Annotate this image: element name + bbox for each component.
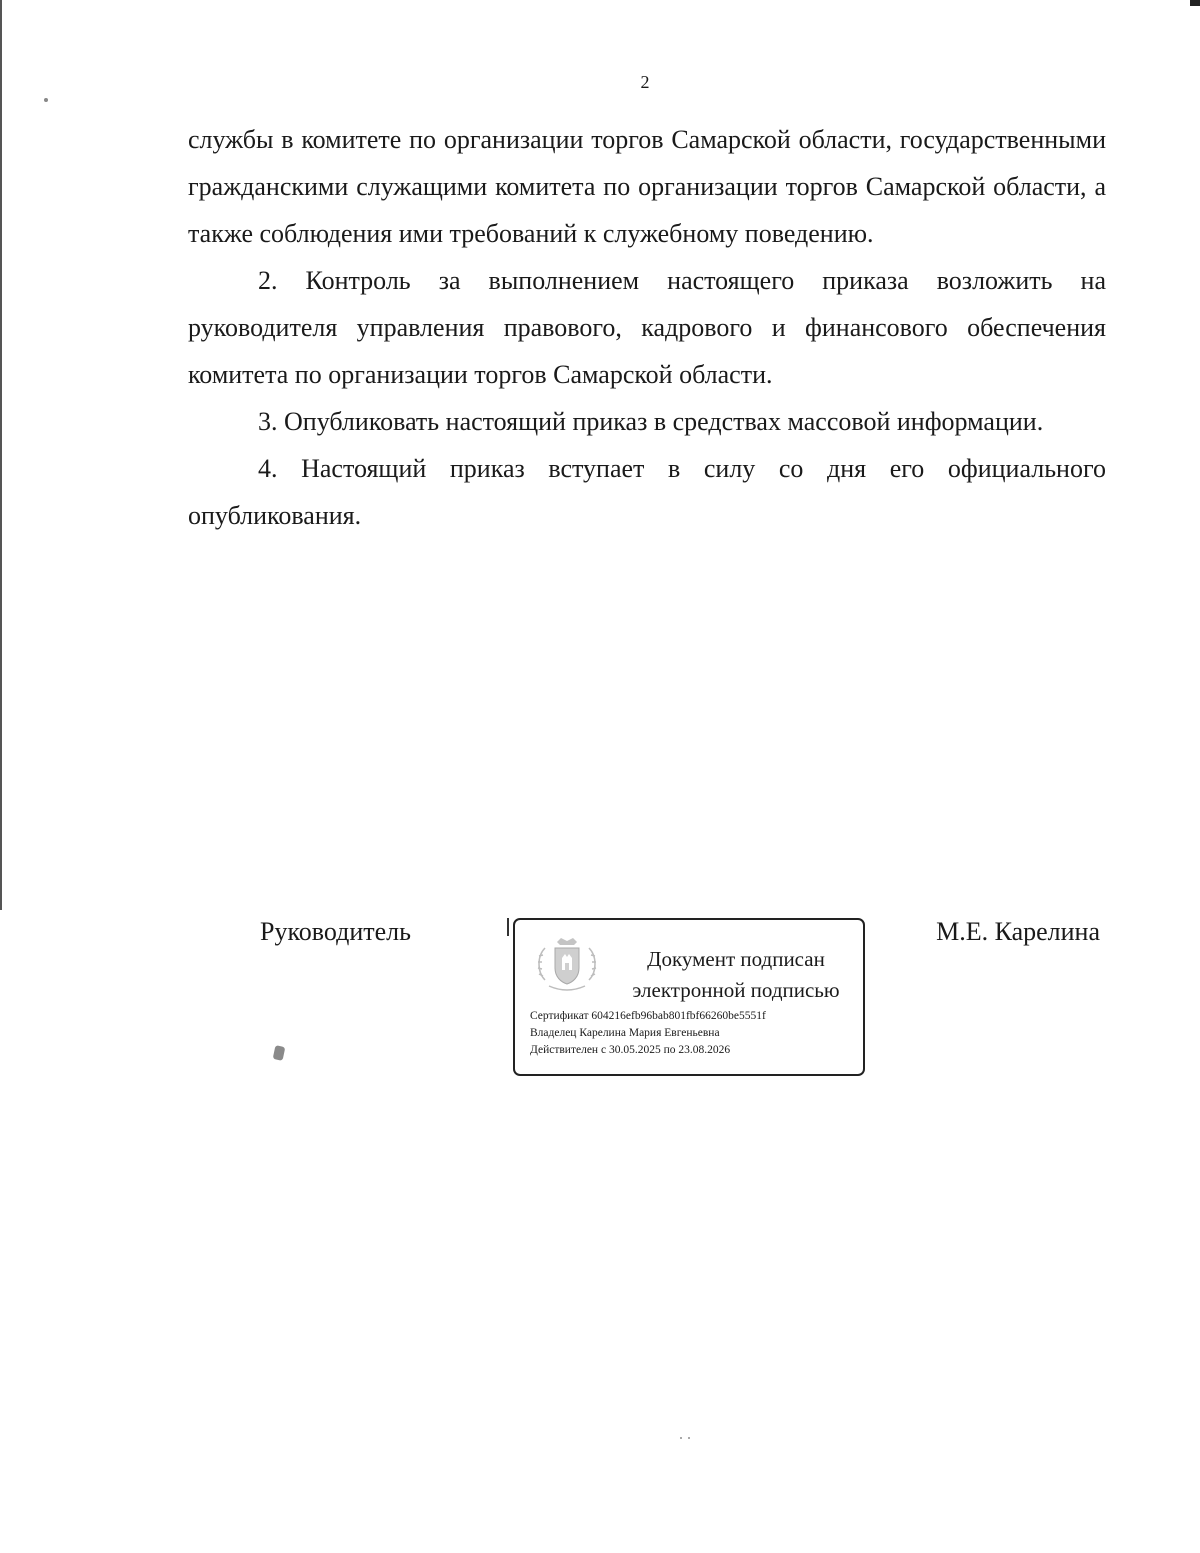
stamp-heading-line2: электронной подписью (632, 978, 840, 1002)
certificate-number: Сертификат 604216efb96bab801fbf66260be5551f (530, 1010, 766, 1022)
paragraph-item-4: 4. Настоящий приказ вступает в силу со дня его официального опубликования. (188, 454, 1106, 530)
scan-corner-mark (1190, 0, 1200, 6)
stamp-heading (611, 944, 861, 1006)
electronic-signature-stamp (513, 918, 865, 1076)
paragraph-continuation: службы в комитете по организации торгов Самарской области, государственными гражданскими служащими комитета по организации торгов Самарской области, а также соблюдения ими требований к служебному поведению. (188, 125, 1106, 248)
scan-edge-line (0, 0, 2, 910)
document-body (188, 116, 1106, 539)
stamp-heading-line1: Документ подписан (647, 947, 825, 971)
signer-title: Руководитель (260, 917, 411, 946)
stamp-details (530, 1008, 766, 1059)
scan-speck (680, 1437, 682, 1439)
certificate-owner: Владелец Карелина Мария Евгеньевна (530, 1027, 720, 1039)
signer-name: М.Е. Карелина (936, 917, 1100, 946)
paragraph-item-3: 3. Опубликовать настоящий приказ в средствах массовой информации. (258, 407, 1044, 436)
scan-speck (273, 1045, 286, 1061)
paragraph-item-2: 2. Контроль за выполнением настоящего приказа возложить на руководителя управления правового, кадрового и финансового обеспечения комитета по организации торгов Самарской области. (188, 266, 1106, 389)
samara-coat-of-arms-icon (535, 936, 599, 996)
stamp-corner-tick (507, 918, 509, 936)
scan-speck (688, 1437, 690, 1439)
scan-speck (44, 98, 48, 102)
page-number: 2 (640, 72, 650, 92)
certificate-validity: Действителен с 30.05.2025 по 23.08.2026 (530, 1044, 731, 1056)
